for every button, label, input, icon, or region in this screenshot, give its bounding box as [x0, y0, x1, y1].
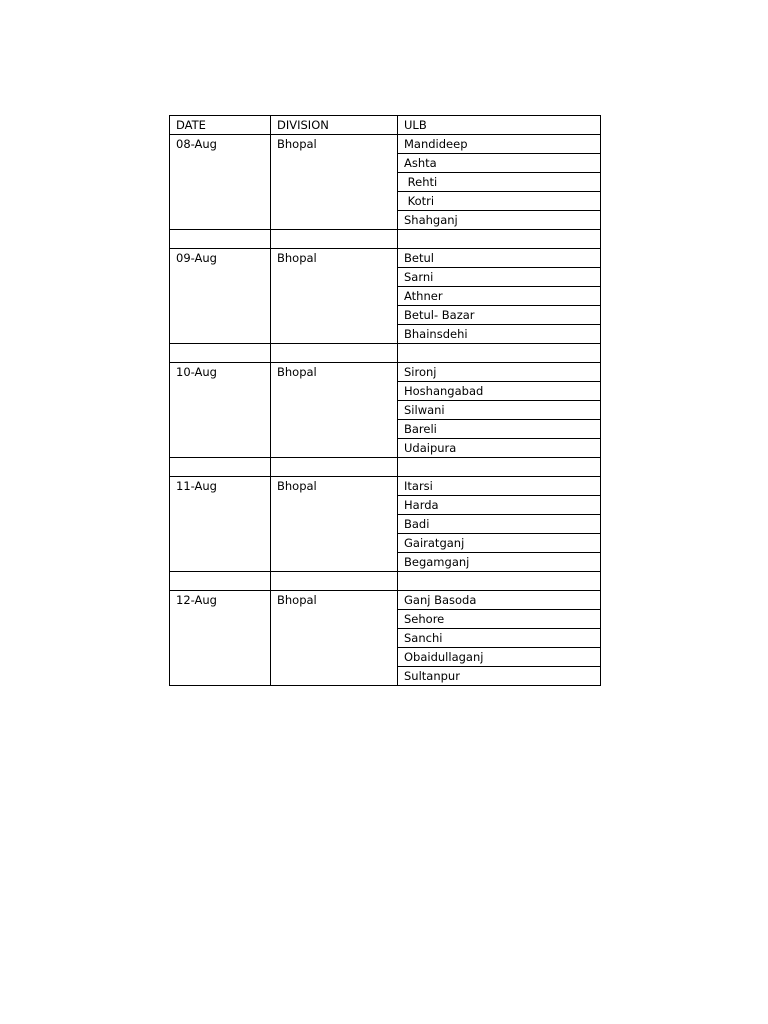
empty-cell	[271, 458, 398, 477]
spacer-row	[170, 458, 601, 477]
empty-cell	[170, 230, 271, 249]
ulb-cell: Ashta	[398, 154, 601, 173]
ulb-cell: Betul	[398, 249, 601, 268]
empty-cell	[170, 572, 271, 591]
ulb-cell: Sultanpur	[398, 667, 601, 686]
ulb-cell: Sironj	[398, 363, 601, 382]
ulb-cell: Hoshangabad	[398, 382, 601, 401]
empty-cell	[271, 572, 398, 591]
schedule-table	[169, 115, 601, 686]
schedule-body	[170, 135, 601, 686]
ulb-cell: Bhainsdehi	[398, 325, 601, 344]
ulb-cell: Sanchi	[398, 629, 601, 648]
ulb-cell: Silwani	[398, 401, 601, 420]
table-row	[170, 249, 601, 268]
table-row	[170, 477, 601, 496]
ulb-cell: Betul- Bazar	[398, 306, 601, 325]
date-cell: 11-Aug	[170, 477, 271, 572]
ulb-cell: Badi	[398, 515, 601, 534]
empty-cell	[271, 230, 398, 249]
ulb-cell: Kotri	[398, 192, 601, 211]
empty-cell	[170, 458, 271, 477]
division-cell: Bhopal	[271, 591, 398, 686]
ulb-cell: Shahganj	[398, 211, 601, 230]
empty-cell	[398, 344, 601, 363]
division-cell: Bhopal	[271, 249, 398, 344]
ulb-cell: Itarsi	[398, 477, 601, 496]
table-row	[170, 591, 601, 610]
spacer-row	[170, 344, 601, 363]
date-cell: 10-Aug	[170, 363, 271, 458]
date-cell: 12-Aug	[170, 591, 271, 686]
spacer-row	[170, 572, 601, 591]
ulb-cell: Harda	[398, 496, 601, 515]
ulb-cell: Sehore	[398, 610, 601, 629]
ulb-cell: Sarni	[398, 268, 601, 287]
ulb-cell: Begamganj	[398, 553, 601, 572]
division-cell: Bhopal	[271, 135, 398, 230]
ulb-cell: Rehti	[398, 173, 601, 192]
empty-cell	[398, 230, 601, 249]
table-row	[170, 135, 601, 154]
empty-cell	[170, 344, 271, 363]
ulb-cell: Udaipura	[398, 439, 601, 458]
ulb-cell: Bareli	[398, 420, 601, 439]
date-header: DATE	[170, 116, 271, 135]
ulb-cell: Ganj Basoda	[398, 591, 601, 610]
date-cell: 08-Aug	[170, 135, 271, 230]
empty-cell	[398, 458, 601, 477]
header-row	[170, 116, 601, 135]
ulb-cell: Mandideep	[398, 135, 601, 154]
ulb-cell: Obaidullaganj	[398, 648, 601, 667]
ulb-cell: Athner	[398, 287, 601, 306]
ulb-header: ULB	[398, 116, 601, 135]
ulb-cell: Gairatganj	[398, 534, 601, 553]
spacer-row	[170, 230, 601, 249]
table-row	[170, 363, 601, 382]
empty-cell	[398, 572, 601, 591]
date-cell: 09-Aug	[170, 249, 271, 344]
division-cell: Bhopal	[271, 477, 398, 572]
division-cell: Bhopal	[271, 363, 398, 458]
division-header: DIVISION	[271, 116, 398, 135]
empty-cell	[271, 344, 398, 363]
